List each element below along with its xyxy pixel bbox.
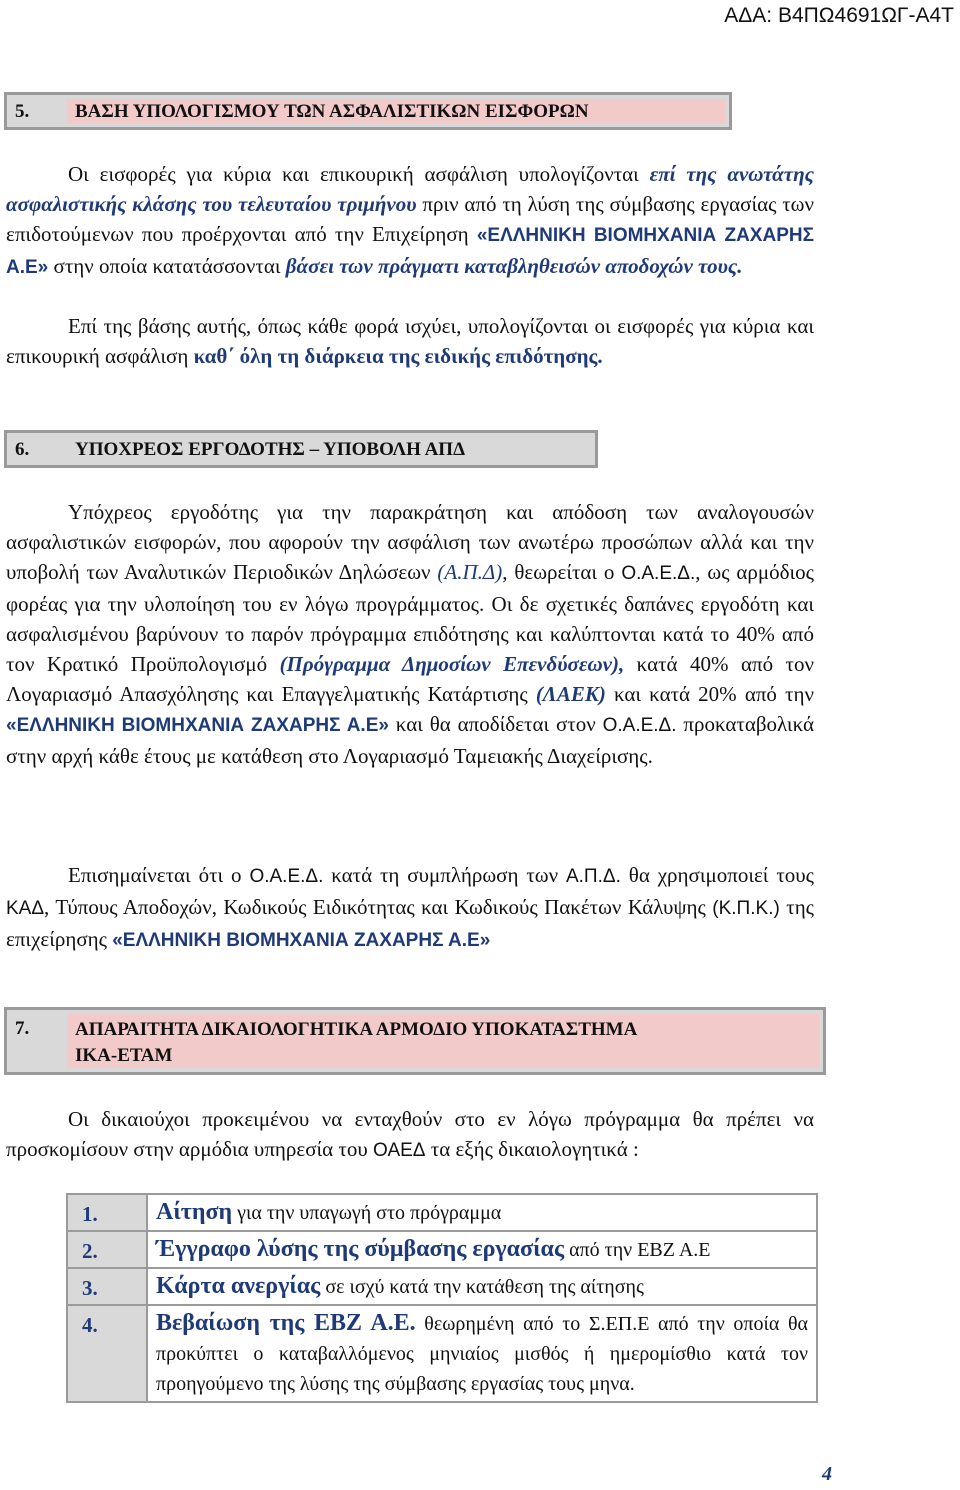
item-number: 3.	[67, 1268, 147, 1305]
documents-table	[66, 1193, 818, 1403]
table-row	[67, 1194, 817, 1231]
item-number: 4.	[67, 1305, 147, 1402]
item-text: Έγγραφο λύσης της σύμβασης εργασίας από την ΕΒΖ Α.Ε	[147, 1231, 817, 1268]
item-text: Αίτηση για την υπαγωγή στο πρόγραμμα	[147, 1194, 817, 1231]
section-7-title: ΑΠΑΡΑΙΤΗΤΑ ΔΙΚΑΙΟΛΟΓΗΤΙΚΑ ΑΡΜΟΔΙΟ ΥΠΟΚΑΤΑΣΤΗΜΑ ΙΚΑ-ΕΤΑΜ	[67, 1014, 819, 1068]
section-5-paragraph-2: Επί της βάσης αυτής, όπως κάθε φορά ισχύει, υπολογίζονται οι εισφορές για κύρια και επικουρική ασφάλιση καθ΄ όλη τη διάρκεια της ειδικής επιδότησης.	[6, 314, 814, 368]
section-5-heading	[4, 92, 732, 130]
section-6-paragraph-2: Επισημαίνεται ότι ο Ο.Α.Ε.Δ. κατά τη συμπλήρωση των Α.Π.Δ. θα χρησιμοποιεί τους ΚΑΔ, Τύπους Αποδοχών, Κωδικούς Ειδικότητας και Κωδικούς Πακέτων Κάλυψης (Κ.Π.Κ.) της επιχείρησης «ΕΛΛΗΝΙΚΗ ΒΙΟΜΗΧΑΝΙΑ ΖΑΧΑΡΗΣ Α.Ε»	[6, 863, 814, 951]
item-text: Βεβαίωση της ΕΒΖ Α.Ε. θεωρημένη από το Σ.ΕΠ.Ε από την οποία θα προκύπτει ο καταβαλλόμενος μηνιαίος μισθός ή ημερομίσθιο κατά τον προηγούμενο της λύσης της σύμβασης εργασίας τους μηνα.	[147, 1305, 817, 1402]
table-row	[67, 1305, 817, 1402]
section-6-heading	[4, 430, 598, 468]
section-7-heading	[4, 1007, 826, 1075]
section-6-number: 6.	[15, 439, 30, 460]
section-5-paragraph-1: Οι εισφορές για κύρια και επικουρική ασφάλιση υπολογίζονται επί της ανωτάτης ασφαλιστικής κλάσης του τελευταίου τριμήνου πριν από τη λύση της σύμβασης εργασίας των επιδοτούμενων που προέρχονται από την Επιχείρηση «ΕΛΛΗΝΙΚΗ ΒΙΟΜΗΧΑΝΙΑ ΖΑΧΑΡΗΣ Α.Ε» στην οποία κατατάσσονται βάσει των πράγματι καταβληθεισών αποδοχών τους.	[6, 162, 814, 278]
page-number: 4	[822, 1463, 832, 1485]
table-row	[67, 1231, 817, 1268]
item-text: Κάρτα ανεργίας σε ισχύ κατά την κατάθεση της αίτησης	[147, 1268, 817, 1305]
section-7-paragraph-1: Οι δικαιούχοι προκειμένου να ενταχθούν στο εν λόγω πρόγραμμα θα πρέπει να προσκομίσουν στην αρμόδια υπηρεσία του ΟΑΕΔ τα εξής δικαιολογητικά :	[6, 1107, 814, 1161]
section-5-title: ΒΑΣΗ ΥΠΟΛΟΓΙΣΜΟΥ ΤΩΝ ΑΣΦΑΛΙΣΤΙΚΩΝ ΕΙΣΦΟΡΩΝ	[67, 99, 725, 123]
section-5-number: 5.	[15, 101, 30, 122]
section-6-title: ΥΠΟΧΡΕΟΣ ΕΡΓΟΔΟΤΗΣ – ΥΠΟΒΟΛΗ ΑΠΔ	[67, 437, 591, 461]
item-number: 2.	[67, 1231, 147, 1268]
section-6-paragraph-1: Υπόχρεος εργοδότης για την παρακράτηση και απόδοση των αναλογουσών ασφαλιστικών εισφορών, που αφορούν την ασφάλιση των ανωτέρω προσώπων αλλά και την υποβολή των Αναλυτικών Περιοδικών Δηλώσεων (Α.Π.Δ), θεωρείται ο Ο.Α.Ε.Δ., ως αρμόδιος φορέας για την υλοποίηση του εν λόγω προγράμματος. Οι δε σχετικές δαπάνες εργοδότη και ασφαλισμένου βαρύνουν το παρόν πρόγραμμα επιδότησης και καλύπτονται κατά το 40% από τον Κρατικό Προϋπολογισμό (Πρόγραμμα Δημοσίων Επενδύσεων), κατά 40% από τον Λογαριασμό Απασχόλησης και Επαγγελματικής Κατάρτισης (ΛΑΕΚ) και κατά 20% από την «ΕΛΛΗΝΙΚΗ ΒΙΟΜΗΧΑΝΙΑ ΖΑΧΑΡΗΣ Α.Ε» και θα αποδίδεται στον Ο.Α.Ε.Δ. προκαταβολικά στην αρχή κάθε έτους με κατάθεση στο Λογαριασμό Ταμειακής Διαχείρισης.	[6, 500, 814, 768]
ada-code: ΑΔΑ: Β4ΠΩ4691ΩΓ-Α4Τ	[724, 4, 954, 27]
table-row	[67, 1268, 817, 1305]
section-7-number: 7.	[15, 1018, 30, 1039]
item-number: 1.	[67, 1194, 147, 1231]
